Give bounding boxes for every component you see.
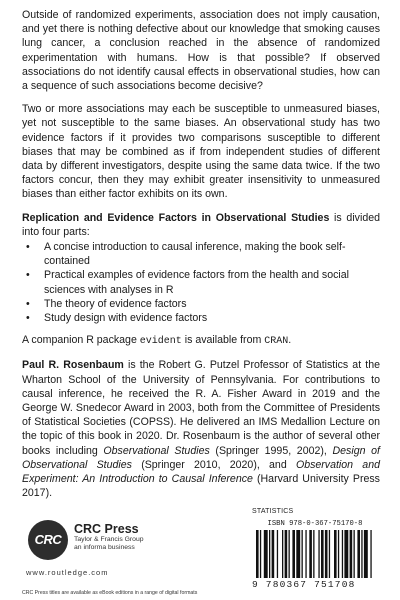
bio-text-a: is the Robert G. Putzel Professor of Statistics at the Wharton School of the University of Pennsylvania. For contributions to causal inference, he received the R. A. Fisher Award in 2019 and the George W. Snedecor Award in 2003, both from the Committee of Presidents of Statistical Societies (COPSS). He delivered an IMS Medallion Lecture on the topic of this book in 2020. Dr. Rosenbaum is the author of several other books including xyxy=(22,359,380,457)
isbn-text: ISBN 978-0-367-75170-8 xyxy=(267,520,363,528)
intro-paragraph: Outside of randomized experiments, association does not imply causation, and yet there is nothing defective about our knowledge that smoking causes lung cancer, a conclusion reached in the absence of randomized experimentation with humans. How is that possible? If observed associations do not identify causal effects in observational studies, how can a sequence of such associations become decisive? xyxy=(22,9,380,93)
category-label: STATISTICS xyxy=(252,508,294,515)
bio-text-c: (Springer 2010, 2020), and xyxy=(131,458,296,471)
publisher-tagline: an informa business xyxy=(74,544,135,551)
list-item: • Practical examples of evidence factors from the health and social sciences with analyses in R xyxy=(22,268,380,296)
cover-footer xyxy=(22,508,380,600)
publisher-text xyxy=(74,522,144,552)
publisher-url: www.routledge.com xyxy=(26,568,109,577)
evidence-factors-paragraph: Two or more associations may each be susceptible to unmeasured biases, yet not susceptible to the same biases. An observational study has two evidence factors if it provides two comparisons susceptible to different biases that may be combined as if from independent studies of different data by different investigators, despite using the same data twice. If the two factors concur, then they may exhibit greater insensitivity to unmeasured biases than either factor exhibits on its own. xyxy=(22,103,380,201)
package-name: evident xyxy=(139,336,182,348)
list-item: • A concise introduction to causal inference, making the book self-contained xyxy=(22,240,380,268)
book-title-1: Observational Studies xyxy=(103,444,210,457)
book-structure-intro xyxy=(22,211,380,239)
back-cover-text xyxy=(22,8,380,510)
author-bio xyxy=(22,358,380,500)
ebook-note: CRC Press titles are available as eBook editions in a range of digital formats xyxy=(22,590,198,596)
repository-name: CRAN xyxy=(264,336,289,348)
parts-list xyxy=(22,240,380,325)
list-item: • Study design with evidence factors xyxy=(22,311,380,325)
r-package-paragraph xyxy=(22,333,380,349)
publisher-group: Taylor & Francis Group xyxy=(74,536,144,543)
structure-intro-text: is divided into four parts: xyxy=(22,211,380,238)
bio-text-b: (Springer 1995, 2002), xyxy=(209,444,333,457)
barcode-icon xyxy=(252,530,378,578)
bio-text-d: (Harvard University Press 2017). xyxy=(22,473,380,500)
book-title-2: Design of Observational Studies xyxy=(22,444,380,471)
barcode-digits: 9 780367 751708 xyxy=(252,579,356,590)
book-title-3: Observation and Experiment: An Introduction to Causal Inference xyxy=(22,458,380,486)
barcode-block xyxy=(252,520,378,596)
package-text-mid: is available from xyxy=(181,334,265,347)
author-name: Paul R. Rosenbaum xyxy=(22,359,124,372)
publisher-logo xyxy=(22,520,202,580)
publisher-name: CRC Press xyxy=(74,522,139,536)
book-title-bold: Replication and Evidence Factors in Observational Studies xyxy=(22,211,330,224)
package-text-end: . xyxy=(288,334,292,347)
crc-logo-icon: CRC xyxy=(28,520,68,560)
package-text-pre: A companion R package xyxy=(22,334,140,347)
list-item: • The theory of evidence factors xyxy=(22,297,380,311)
